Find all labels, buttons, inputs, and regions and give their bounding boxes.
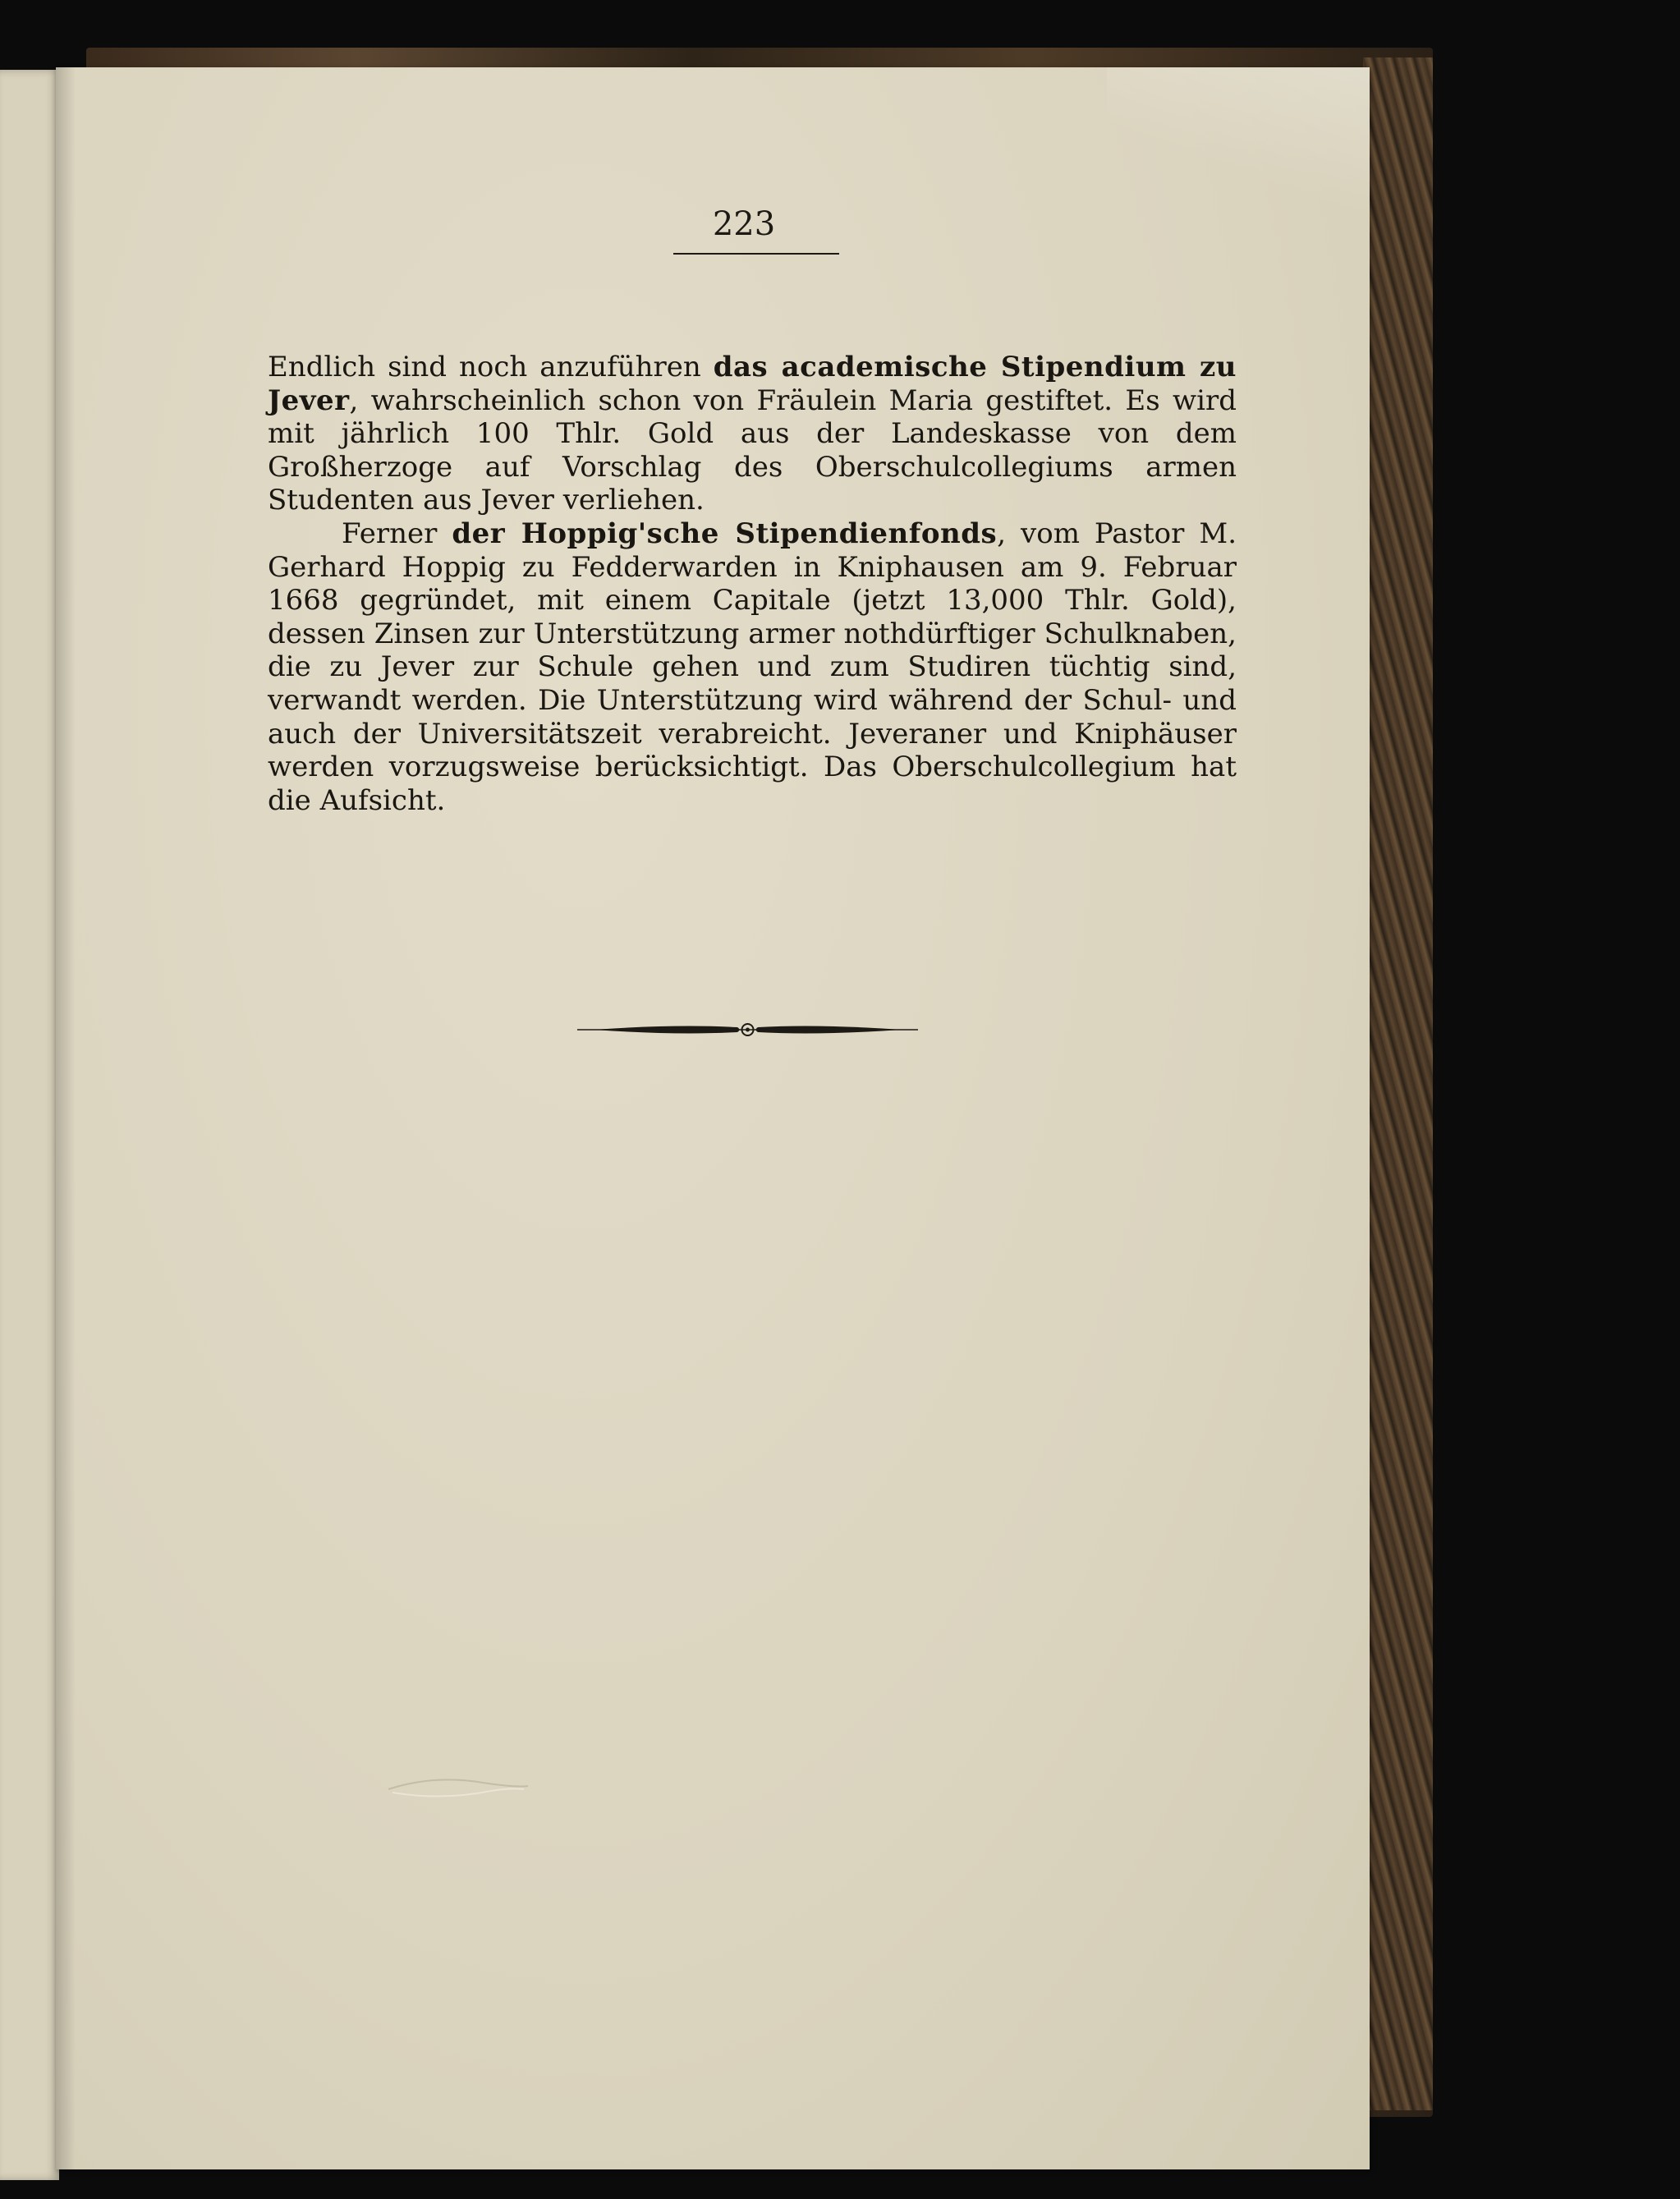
paragraph-2-text: Ferner [342,516,452,550]
bold-term-stipendium-jever: das academische Stipendium zu Jever [268,351,1237,417]
page-number: 223 [712,205,776,243]
paragraph-1-text-continued: , wahrscheinlich schon von Fräulein Maria gestiftet. Es wird mit jährlich 100 Thlr. Gold aus der Landeskasse von dem Großherzoge auf Vorschlag des Oberschulcollegiums armen Studenten aus Jever verliehen. [268,383,1237,517]
bold-term-hoppig-fonds: der Hoppig'sche Stipendienfonds [452,516,998,550]
body-text [268,351,1237,817]
paper-crease [384,1771,532,1804]
page-number-rule [673,253,839,255]
paragraph-1 [268,351,1237,517]
paragraph-2-text-continued: , vom Pastor M. Gerhard Hoppig zu Fedderwarden in Kniphausen am 9. Februar 1668 gegründet, mit einem Capitale (jetzt 13,000 Thlr. Gold), dessen Zinsen zur Unterstützung armer nothdürftiger Schulknaben, die zu Jever zur Schule gehen und zum Studiren tüchtig sind, verwandt werden. Die Unterstützung wird während der Schul- und auch der Universitätszeit verabreicht. Jeveraner und Kniphäuser werden vorzugsweise berücksichtigt. Das Oberschulcollegium hat die Aufsicht. [268,516,1237,817]
folded-corner [1107,67,1370,232]
marbled-cover-edge [1363,57,1433,2110]
book-page [56,67,1370,2169]
paragraph-1-text: Endlich sind noch anzuführen [268,351,714,383]
paragraph-2 [268,517,1237,817]
left-page-edge [0,70,59,2180]
ornamental-divider [577,1020,918,1040]
page-gutter-shadow [56,67,76,2169]
